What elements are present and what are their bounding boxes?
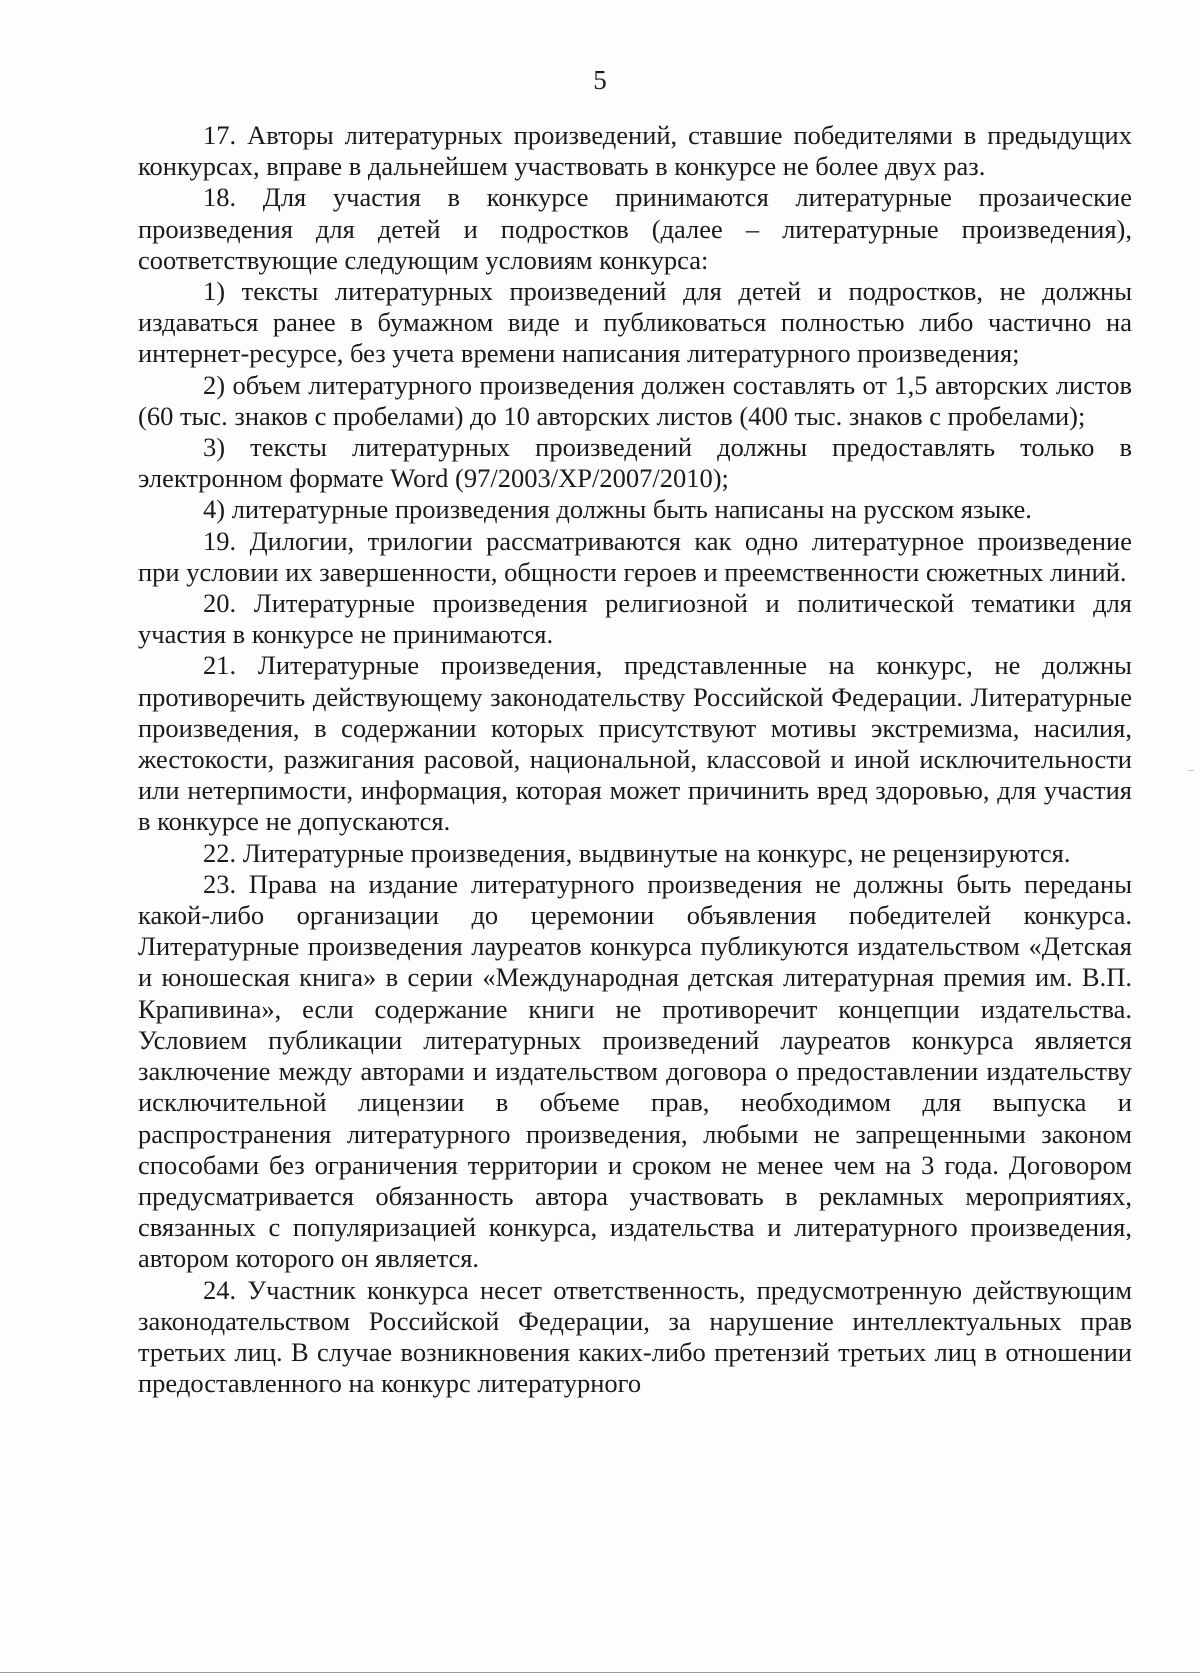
paragraph-24: 24. Участник конкурса несет ответственность, предусмотренную действующим законодательством Российской Федерации, за нарушение интеллектуальных прав третьих лиц. В случае возникновения каких-либо претензий третьих лиц в отношении предоставленного на конкурс литературного (138, 1274, 1132, 1399)
document-body (138, 120, 1132, 1399)
paragraph-17: 17. Авторы литературных произведений, ставшие победителями в предыдущих конкурсах, вправе в дальнейшем участвовать в конкурсе не более двух раз. (138, 120, 1132, 182)
paragraph-18: 18. Для участия в конкурсе принимаются литературные прозаические произведения для детей и подростков (далее – литературные произведения), соответствующие следующим условиям конкурса: (138, 182, 1132, 275)
paragraph-18-item-2: 2) объем литературного произведения должен составлять от 1,5 авторских листов (60 тыс. знаков с пробелами) до 10 авторских листов (400 тыс. знаков с пробелами); (138, 369, 1132, 431)
paragraph-18-item-4: 4) литературные произведения должны быть написаны на русском языке. (203, 494, 1032, 525)
paragraph-23: 23. Права на издание литературного произведения не должны быть переданы какой-либо организации до церемонии объявления победителей конкурса. Литературные произведения лауреатов конкурса публикуются издательством «Детская и юношеская книга» в серии «Международная детская литературная премия им. В.П. Крапивина», если содержание книги не противоречит концепции издательства. Условием публикации литературных произведений лауреатов конкурса является заключение между авторами и издательством договора о предоставлении издательству исключительной лицензии в объеме прав, необходимом для выпуска и распространения литературного произведения, любыми не запрещенными законом способами без ограничения территории и сроком не менее чем на 3 года. Договором предусматривается обязанность автора участвовать в рекламных мероприятиях, связанных с популяризацией конкурса, издательства и литературного произведения, автором которого он является. (138, 868, 1132, 1274)
paragraph-21: 21. Литературные произведения, представленные на конкурс, не должны противоречить действующему законодательству Российской Федерации. Литературные произведения, в содержании которых присутствуют мотивы экстремизма, насилия, жестокости, разжигания расовой, национальной, классовой и иной исключительности или нетерпимости, информация, которая может причинить вред здоровью, для участия в конкурсе не допускаются. (138, 650, 1132, 837)
paragraph-18-item-1: 1) тексты литературных произведений для детей и подростков, не должны издаваться ранее в бумажном виде и публиковаться полностью либо частично на интернет-ресурсе, без учета времени написания литературного произведения; (138, 276, 1132, 369)
paragraph-18-item-3: 3) тексты литературных произведений должны предоставлять только в электронном формате Word (97/2003/XP/2007/2010); (138, 432, 1132, 494)
paragraph-19: 19. Дилогии, трилогии рассматриваются как одно литературное произведение при условии их завершенности, общности героев и преемственности сюжетных линий. (138, 525, 1132, 587)
scan-edge-line (0, 1672, 1200, 1673)
page-number: 5 (593, 65, 607, 95)
paragraph-22: 22. Литературные произведения, выдвинутые на конкурс, не рецензируются. (203, 837, 1071, 868)
scan-artifact (1188, 770, 1194, 771)
paragraph-20: 20. Литературные произведения религиозной и политической тематики для участия в конкурсе не принимаются. (138, 588, 1132, 650)
